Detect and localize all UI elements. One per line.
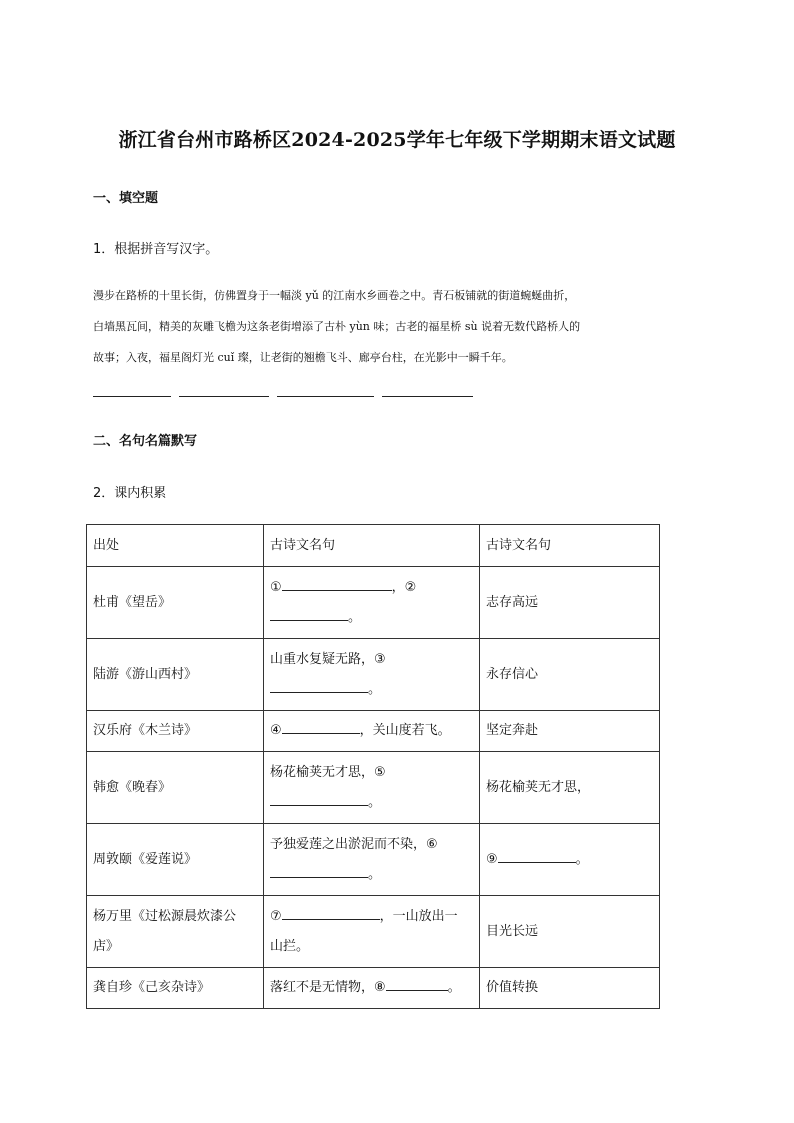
row-source: 韩愈《晚春》 (87, 752, 264, 824)
section-heading-fill-blank: 一、填空题 (93, 191, 159, 206)
row-quote: 山重水复疑无路，③ 。 (264, 639, 480, 711)
row-theme: 目光长远 (480, 896, 660, 968)
question-1-passage (93, 280, 703, 373)
row-theme: 志存高远 (480, 567, 660, 639)
answer-blank-6[interactable] (270, 861, 368, 878)
answer-blank-1[interactable] (93, 384, 171, 397)
recitation-table (86, 524, 660, 1009)
answer-blank-3[interactable] (270, 676, 368, 693)
table-row (87, 752, 660, 824)
answer-blank-1[interactable] (282, 574, 392, 591)
table-row (87, 824, 660, 896)
answer-blank-2[interactable] (270, 604, 348, 621)
page-title: 浙江省台州市路桥区2024-2025学年七年级下学期期末语文试题 (118, 129, 676, 151)
row-theme: 杨花榆荚无才思， (480, 752, 660, 824)
row-quote: 予独爱莲之出淤泥而不染，⑥ 。 (264, 824, 480, 896)
row-quote: 杨花榆荚无才思，⑤ 。 (264, 752, 480, 824)
table-row (87, 567, 660, 639)
table-row (87, 896, 660, 968)
row-theme: 永存信心 (480, 639, 660, 711)
row-source: 龚自珍《己亥杂诗》 (87, 968, 264, 1009)
table-row (87, 639, 660, 711)
row-source: 周敦颐《爱莲说》 (87, 824, 264, 896)
row-theme: 价值转换 (480, 968, 660, 1009)
row-theme: ⑨ 。 (480, 824, 660, 896)
row-source: 杨万里《过松源晨炊漆公 店》 (87, 896, 264, 968)
answer-blank-8[interactable] (386, 974, 448, 991)
section-heading-recitation: 二、名句名篇默写 (93, 434, 198, 449)
answer-blank-5[interactable] (270, 789, 368, 806)
row-quote: 落红不是无情物，⑧ 。 (264, 968, 480, 1009)
answer-blank-4[interactable] (382, 384, 473, 397)
answer-blank-3[interactable] (277, 384, 374, 397)
row-source: 陆游《游山西村》 (87, 639, 264, 711)
answer-blank-9[interactable] (498, 846, 576, 863)
answer-blank-7[interactable] (282, 903, 380, 920)
header-source: 出处 (87, 525, 264, 567)
row-source: 杜甫《望岳》 (87, 567, 264, 639)
question-2-prompt: 2．课内积累 (93, 486, 167, 501)
row-theme: 坚定奔赴 (480, 711, 660, 752)
row-quote: ④ ，关山度若飞。 (264, 711, 480, 752)
row-source: 汉乐府《木兰诗》 (87, 711, 264, 752)
header-quote: 古诗文名句 (264, 525, 480, 567)
table-row (87, 968, 660, 1009)
table-header-row (87, 525, 660, 567)
passage-line: 故事；入夜，福星阁灯光 cuǐ 璨，让老街的翘檐飞斗、廊亭台柱，在光影中一瞬千年。 (93, 351, 513, 364)
row-quote: ① ，② 。 (264, 567, 480, 639)
passage-line: 漫步在路桥的十里长街，仿佛置身于一幅淡 yǔ 的江南水乡画卷之中。青石板铺就的街道蜿蜒曲折， (93, 289, 576, 302)
question-1-prompt: 1．根据拼音写汉字。 (93, 242, 219, 257)
header-quote-theme: 古诗文名句 (480, 525, 660, 567)
table-row (87, 711, 660, 752)
passage-line: 白墙黑瓦间，精美的灰雕飞檐为这条老街增添了古朴 yùn 味；古老的福星桥 sù 说着无数代路桥人的 (93, 320, 581, 333)
answer-blank-2[interactable] (179, 384, 269, 397)
answer-blank-4[interactable] (282, 717, 360, 734)
row-quote: ⑦ ，一山放出一 山拦。 (264, 896, 480, 968)
